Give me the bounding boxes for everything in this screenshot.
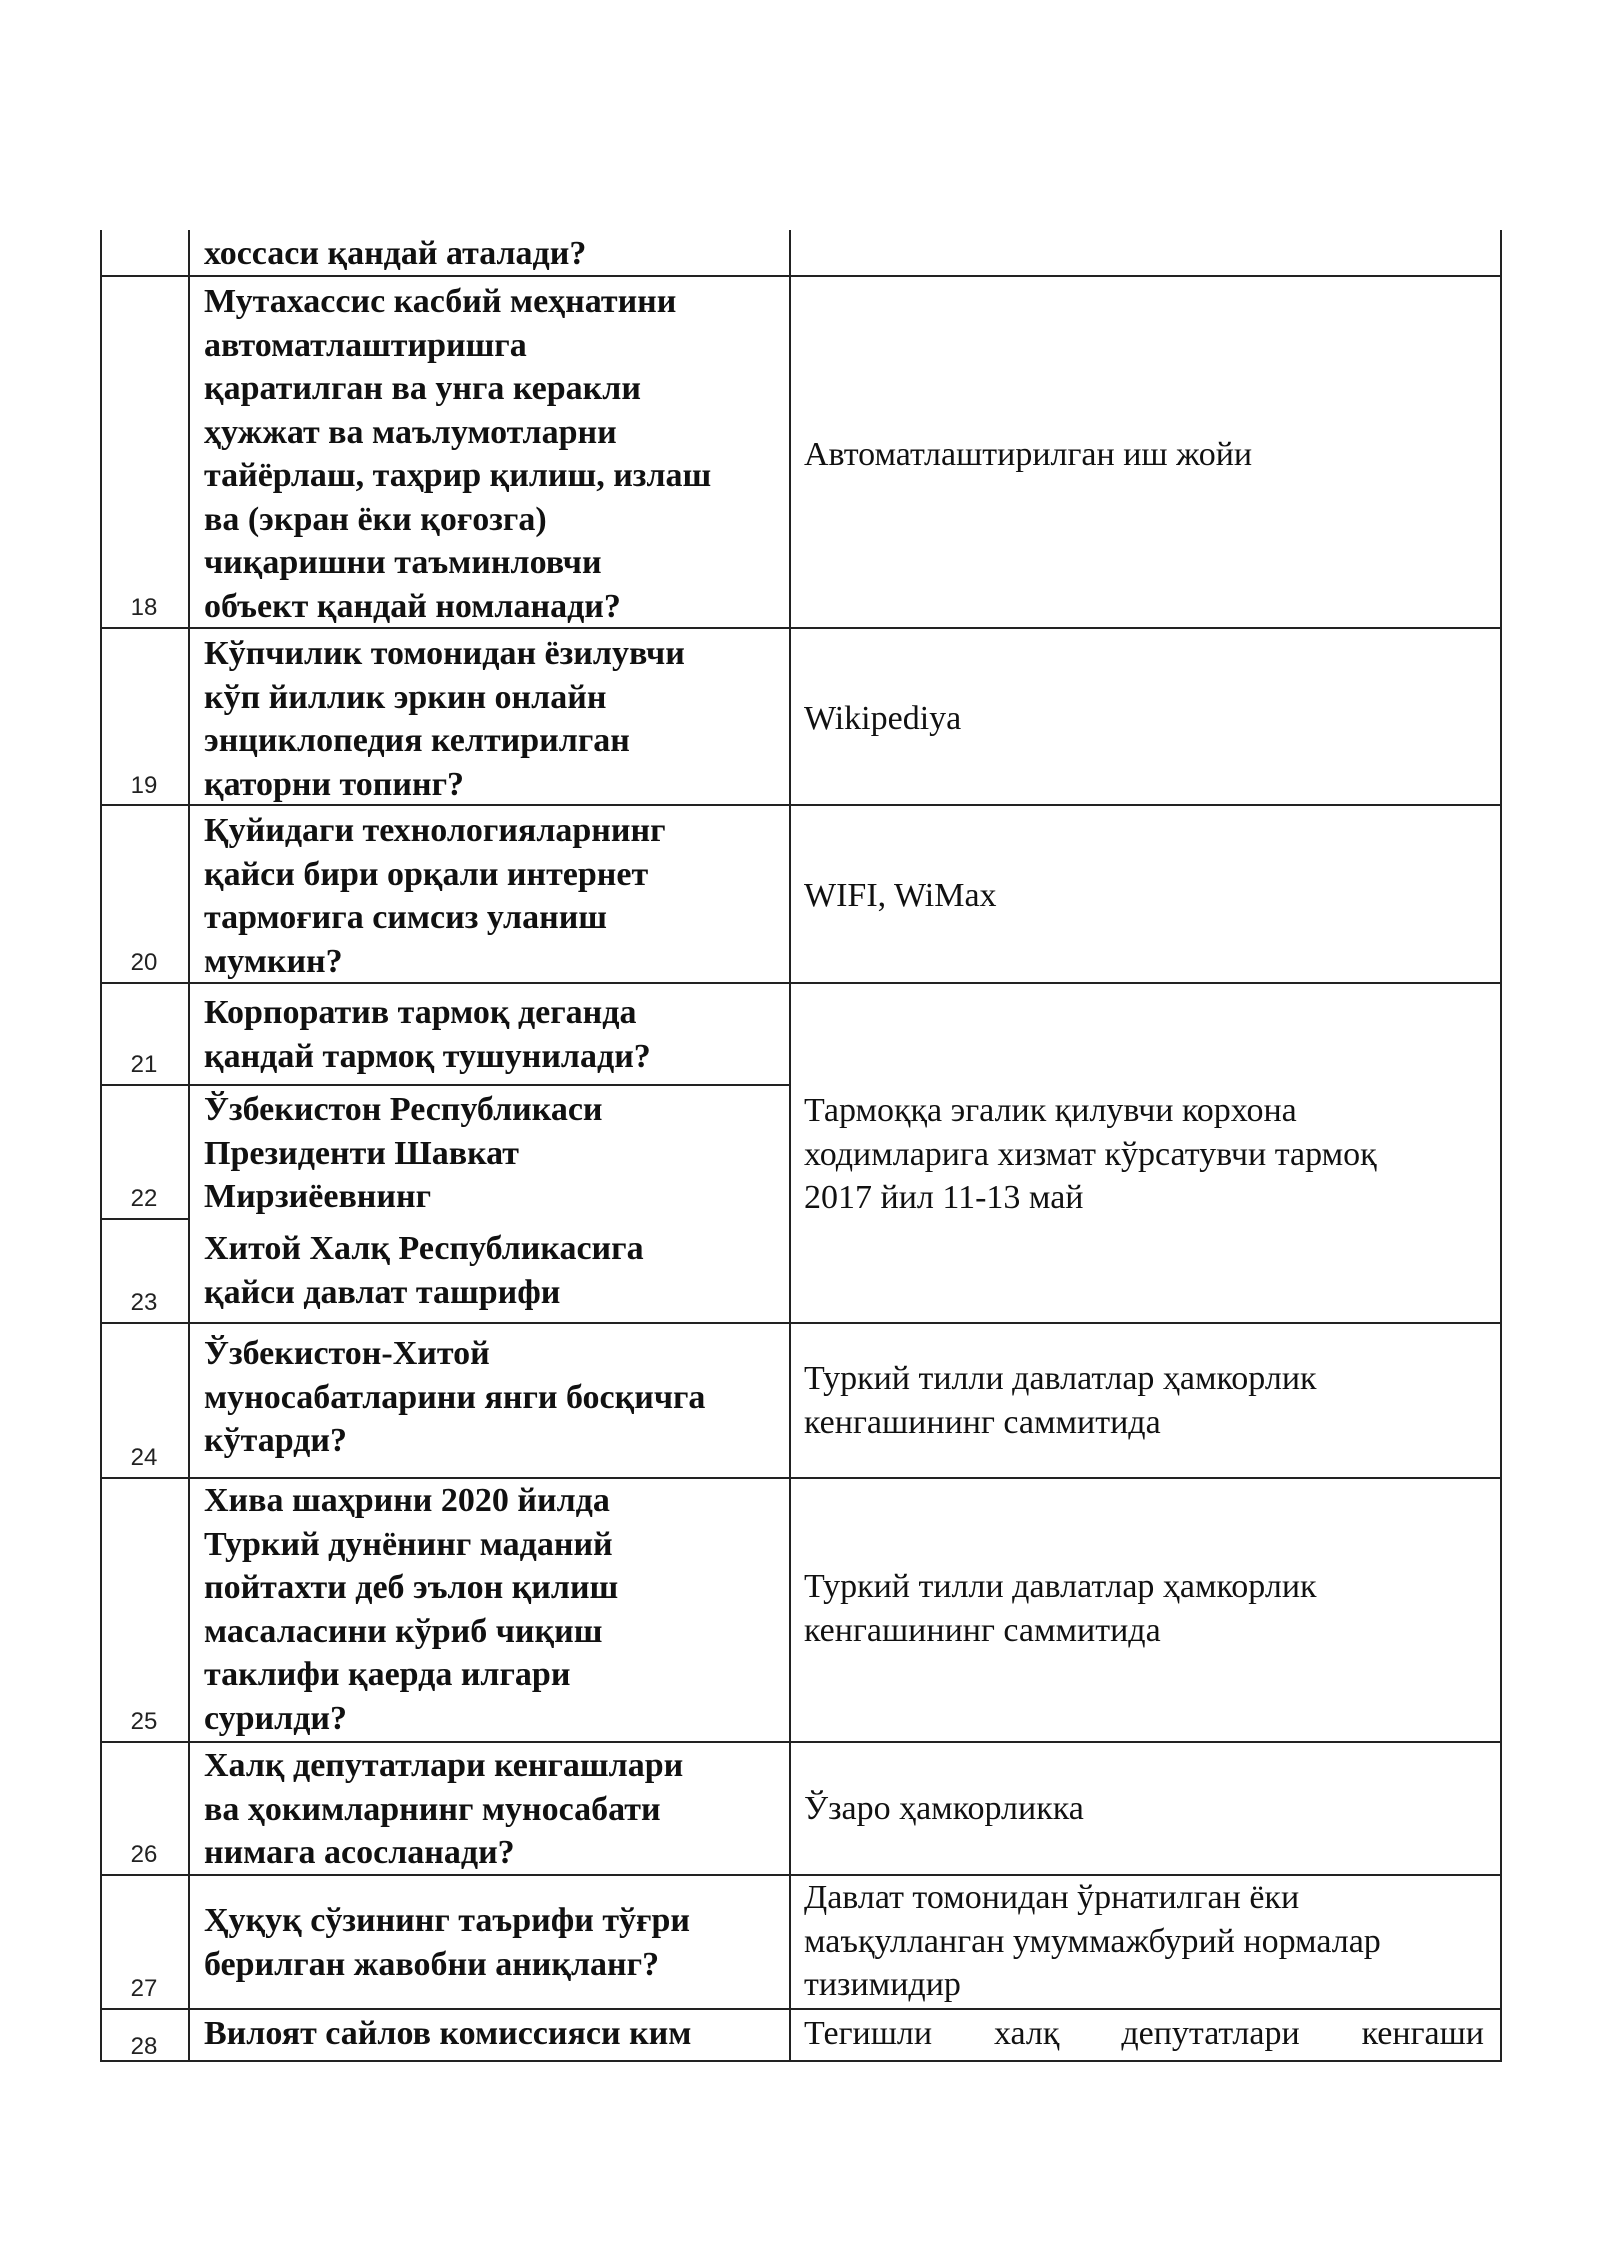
question-text: Вилоят сайлов комиссияси ким xyxy=(204,2015,692,2052)
answer-text: Туркий тилли давлатлар ҳамкорлик кенгашининг саммитида xyxy=(804,1568,1317,1649)
row-number: 23 xyxy=(130,1289,158,1316)
question-text: хоссаси қандай аталади? xyxy=(204,235,587,272)
row-number: 27 xyxy=(130,1975,158,2002)
row-divider xyxy=(100,1218,188,1220)
table-border-right xyxy=(1500,230,1502,2060)
row-divider xyxy=(100,1741,1502,1743)
table-border-num-col xyxy=(188,230,190,2060)
answer-text: Wikipediya xyxy=(804,700,962,737)
question-text: Қуйидаги технологияларнинг қайси бири орқали интернет тармоғига симсиз уланиш мумкин? xyxy=(204,812,666,980)
row-number: 21 xyxy=(130,1051,158,1078)
answer-text: Давлат томонидан ўрнатилган ёки маъқулланган умуммажбурий нормалар тизимидир xyxy=(804,1879,1381,2003)
question-text: Халқ депутатлари кенгашлари ва ҳокимларнинг муносабати нимага асосланади? xyxy=(204,1747,684,1871)
question-text: Мутахассис касбий меҳнатини автоматлаштиришга қаратилган ва унга керакли ҳужжат ва маълумотларни тайёрлаш, таҳрир қилиш, излаш ва (экран ёки қоғозга) чиқаришни таъминловчи объект қандай номланади? xyxy=(204,283,712,625)
question-text: Хитой Халқ Республикасига қайси давлат ташрифи xyxy=(204,1230,644,1311)
row-number: 25 xyxy=(130,1708,158,1735)
row-number: 19 xyxy=(130,772,158,799)
answer-text: Тармоққа эгалик қилувчи корхона ходимларига хизмат кўрсатувчи тармоқ 2017 йил 11-13 май xyxy=(804,1092,1377,1216)
row-number: 26 xyxy=(130,1841,158,1868)
answer-text: Тегишли халқ депутатлари кенгаши xyxy=(804,2015,1484,2052)
row-number: 18 xyxy=(130,594,158,621)
answer-text: WIFI, WiMax xyxy=(804,877,997,914)
answer-text: Автоматлаштирилган иш жойи xyxy=(804,436,1253,473)
row-number: 28 xyxy=(130,2033,158,2060)
question-text: Хива шаҳрини 2020 йилда Туркий дунёнинг маданий пойтахти деб эълон қилиш масаласини кўриб чиқиш таклифи қаерда илгари сурилди? xyxy=(204,1482,619,1737)
row-divider xyxy=(100,1084,791,1086)
row-number: 24 xyxy=(130,1444,158,1471)
row-number: 20 xyxy=(130,949,158,976)
question-text: Ўзбекистон-Хитой муносабатларини янги босқичга кўтарди? xyxy=(204,1335,706,1459)
question-text: Корпоратив тармоқ деганда қандай тармоқ тушунилади? xyxy=(204,994,651,1075)
question-text: Ўзбекистон Республикаси Президенти Шавкат Мирзиёевнинг xyxy=(204,1091,603,1215)
table-border-question-col xyxy=(789,230,791,2060)
row-divider xyxy=(100,2060,1502,2062)
table-border-left xyxy=(100,230,102,2060)
answer-text: Ўзаро ҳамкорликка xyxy=(804,1790,1084,1827)
question-text: Ҳуқуқ сўзининг таърифи тўғри берилган жавобни аниқланг? xyxy=(204,1902,690,1983)
row-divider xyxy=(100,1322,791,1324)
row-divider xyxy=(100,2008,1502,2010)
answer-text: Туркий тилли давлатлар ҳамкорлик кенгашининг саммитида xyxy=(804,1360,1317,1441)
row-number: 22 xyxy=(130,1185,158,1212)
row-divider xyxy=(789,1322,1502,1324)
question-text: Кўпчилик томонидан ёзилувчи кўп йиллик эркин онлайн энциклопедия келтирилган қаторни топинг? xyxy=(204,635,685,803)
